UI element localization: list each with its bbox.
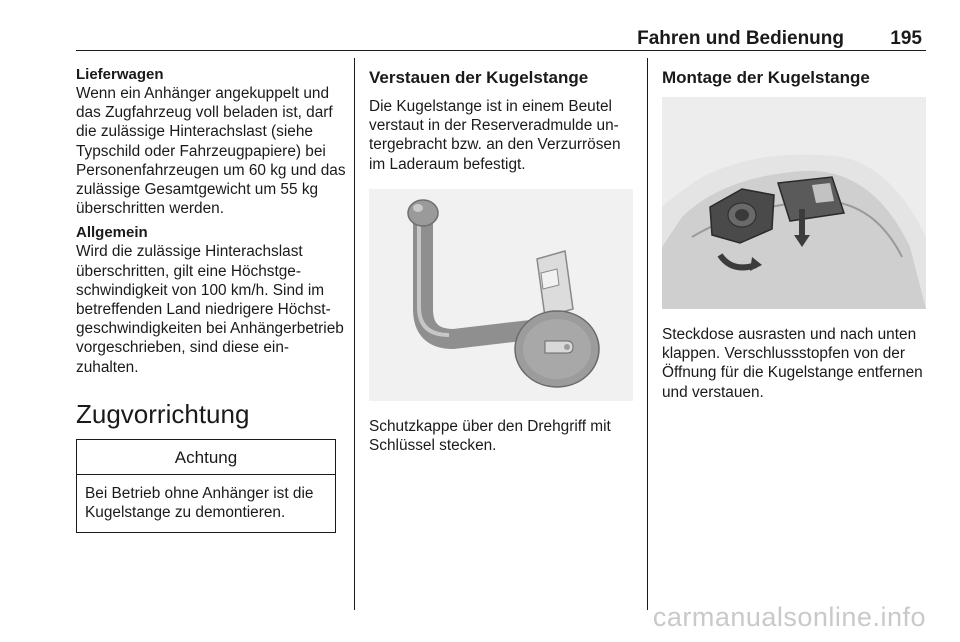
column-divider-1 xyxy=(354,58,355,610)
lieferwagen-paragraph: Wenn ein Anhänger angekuppelt und das Zugfahrzeug voll beladen ist, darf die zulässige Hinterachslast (siehe Typschild oder Fahrzeugpapiere) bei Personenfahrzeugen um 60 kg und das zulässige Gesamtgewicht um 55 kg überschritten werden. xyxy=(76,85,346,218)
column-1 xyxy=(76,65,346,533)
zugvorrichtung-heading: Zugvorrichtung xyxy=(76,398,250,429)
allgemein-heading: Allgemein xyxy=(76,224,148,242)
montage-caption: Steckdose ausrasten und nach unten klappen. Verschlussstopfen von der Öffnung für die Kugelstange entfernen und verstauen. xyxy=(662,326,923,401)
column-2 xyxy=(369,65,633,460)
towbar-illustration xyxy=(369,189,633,401)
warning-text: Bei Betrieb ohne Anhänger ist die Kugelstange zu demontieren. xyxy=(85,485,314,522)
column-3 xyxy=(662,65,928,407)
section-title: Fahren und Bedienung xyxy=(637,28,844,49)
verstauen-paragraph: Die Kugelstange ist in einem Beutel verstaut in der Reserveradmulde untergebracht bzw. an den Verzurrösen im Laderaum befestigt. xyxy=(369,98,621,173)
socket-illustration xyxy=(662,97,928,309)
towbar-ball-icon xyxy=(369,189,633,401)
verstauen-caption: Schutzkappe über den Drehgriff mit Schlüssel stecken. xyxy=(369,417,611,455)
watermark: carmanualsonline.info xyxy=(652,602,926,632)
page-number: 195 xyxy=(890,28,922,49)
montage-heading: Montage der Kugelstange xyxy=(662,68,870,87)
allgemein-paragraph: Wird die zulässige Hinterachslast überschritten, gilt eine Höchstgeschwindigkeit von 100 km/h. Sind im betreffenden Land niedrigere Höchstgeschwindigkeiten bei Anhängerbetrieb vorgeschrieben, sind diese einzuhalten. xyxy=(76,243,344,376)
page-header xyxy=(76,28,926,52)
column-divider-2 xyxy=(647,58,648,610)
lieferwagen-heading: Lieferwagen xyxy=(76,66,164,83)
warning-box xyxy=(76,439,336,534)
socket-fold-icon xyxy=(662,97,926,309)
header-rule xyxy=(76,50,926,51)
warning-title: Achtung xyxy=(77,440,335,475)
verstauen-heading: Verstauen der Kugelstange xyxy=(369,68,589,87)
